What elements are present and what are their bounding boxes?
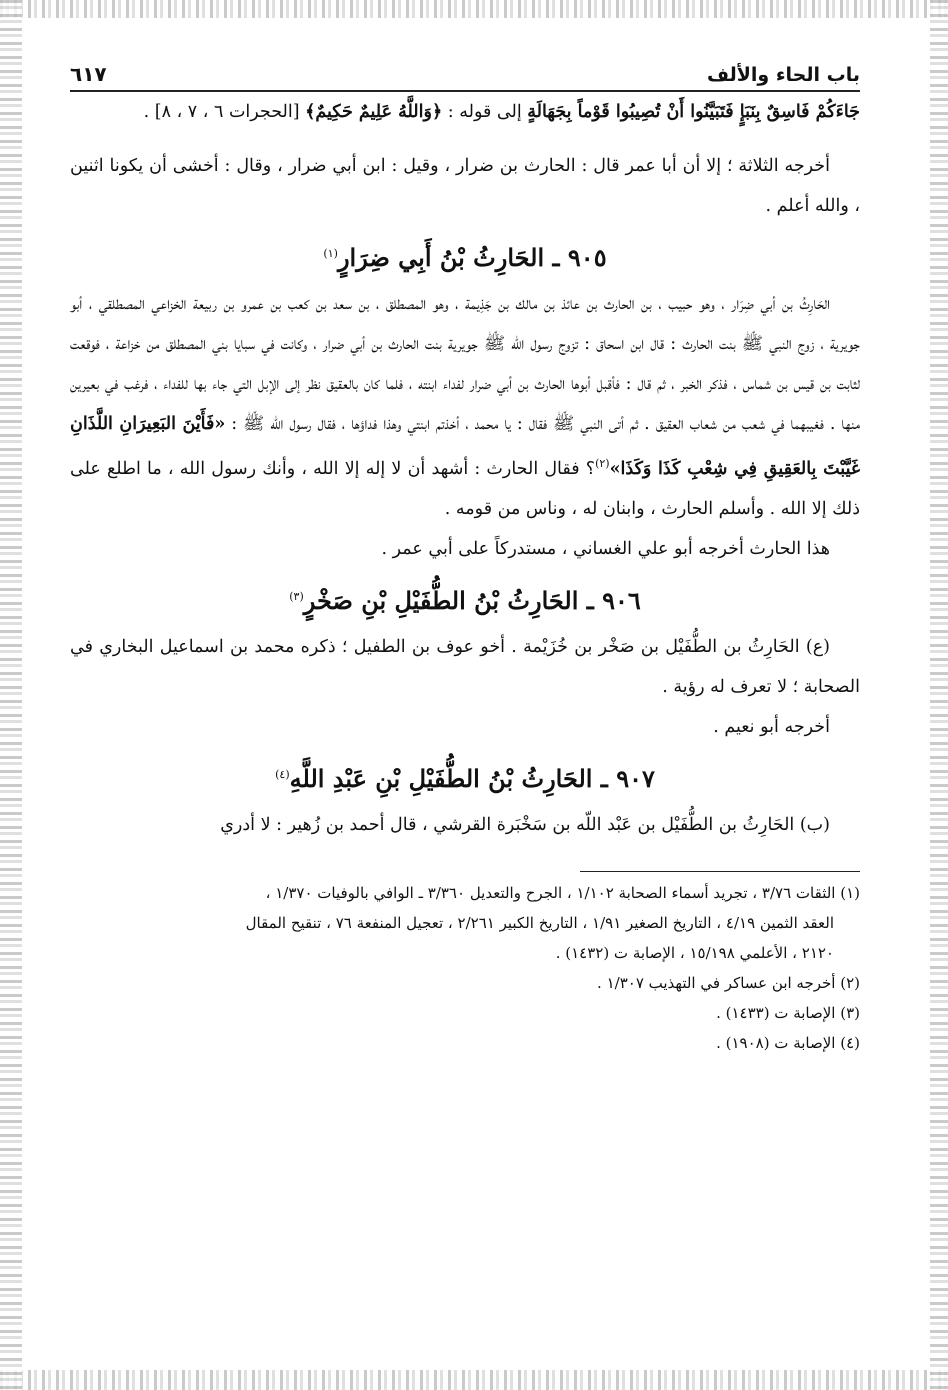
decorative-border-top — [0, 0, 948, 18]
entry-heading-905: ٩٠٥ ـ الحَارِثُ بْنُ أَبِي ضِرَارٍ$^{(١)}$ — [323, 243, 607, 272]
book-page — [70, 52, 860, 1362]
paragraph-entry-906: (ع) الحَارِثُ بن الطُّفَيْل بن صَخْر بن خُزَيْمة . أخو عوف بن الطفيل ؛ ذكره محمد بن اسماعيل البخاري في الصحابة ؛ لا تعرف له رؤية . — [70, 636, 860, 697]
paragraph-text: إلى قوله : — [442, 102, 528, 122]
footnote-ref-2: (٢) — [595, 457, 610, 470]
footnotes — [70, 878, 860, 1058]
paragraph-takhrij-3: أخرجه أبو نعيم . — [713, 716, 830, 737]
footnote-ref-3: (٣) — [289, 589, 304, 603]
footnote-1: (١) الثقات ٣/٧٦ ، تجريد أسماء الصحابة ١/١٠٢ ، الجرح والتعديل ٣/٣٦٠ ـ الوافي بالوفيات ١/٣٧٠ ، — [265, 883, 860, 902]
footnote-1-cont-2: ٢١٢٠ ، الأعلمي ١٥/١٩٨ ، الإصابة ت (١٤٣٢) . — [555, 943, 834, 962]
verse-reference: [الحجرات ٦ ، ٧ ، ٨] . — [143, 102, 306, 122]
paragraph-quran-verse — [70, 92, 860, 132]
chapter-title: باب الحاء والألف — [706, 64, 860, 86]
paragraph-entry-907: (ب) الحَارِثُ بن الطُّفَيْل بن عَبْد اللّه بن سَخْبَرة القرشي ، قال أحمد بن زُهير : لا أدري — [220, 814, 830, 835]
entry-heading-907: ٩٠٧ ـ الحَارِثُ بْنُ الطُّفَيْلِ بْنِ عَبْدِ اللَّهِ$^{(٤)}$ — [275, 763, 655, 793]
decorative-border-right — [930, 0, 948, 1390]
hadith-quote: «فَأَيْنَ البَعِيرَانِ اللَّذَانِ غَيَّبْتَ بِالعَقِيقِ فِي شِعْبِ كَذَا وَكَذَا» — [70, 414, 861, 479]
footnote-separator — [580, 871, 860, 872]
main-text — [70, 92, 860, 845]
decorative-border-left — [0, 0, 22, 1390]
paragraph-takhrij-1: أخرجه الثلاثة ؛ إلا أن أبا عمر قال : الحارث بن ضرار ، وقيل : ابن أبي ضرار ، وقال : أخشى أن يكونا اثنين ، والله أعلم . — [70, 156, 860, 216]
running-header — [70, 52, 860, 92]
footnote-3: (٣) الإصابة ت (١٤٣٣) . — [716, 1003, 860, 1022]
footnote-ref-1: (١) — [323, 247, 338, 260]
paragraph-entry-905: الحَارِثُ بن أبي ضِرَار ، وهو حبيب ، بن الحارث بن عائذ بن مالك بن جَذِيمة ، وهو المصطلق ، بن سعد بن كعب بن عمرو بن ربيعة الخزاعي المصطلقي ، أبو جويرية ، زوج النبي ﷺ بنت الحارث : قال ابن اسحاق : تزوج رسول الله ﷺ جويرية بنت الحارث بن أبي ضرار ، وكانت في سبايا بني المصطلق من خزاعة ، فوقعت لثابت بن قيس بن شماس ، فذكر الخبر ، ثم قال : فأقبل أبوها الحارث بن أبي ضرار لفداء ابنته ، فلما كان بالعقيق نظر إلى الإبل التي جاء بها للفداء ، فرغب في بعيرين منها . فغيبهما في شعب من شعاب العقيق . ثم أتى النبي ﷺ فقال : يا محمد ، أخذتم ابنتي وهذا فداؤها ، فقال رسول الله ﷺ : «فَأَيْنَ البَعِيرَانِ اللَّذَانِ غَيَّبْتَ بِالعَقِيقِ فِي شِعْبِ كَذَا وَكَذَا»$^{(٢)}$؟ فقال الحارث : أشهد أن لا إله إلا الله ، وأنك رسول الله ، ما اطلع على ذلك إلا الله . وأسلم الحارث ، وابنان له ، وناس من قومه . — [70, 294, 861, 519]
decorative-border-bottom — [0, 1370, 948, 1390]
page-number: ٦١٧ — [70, 62, 107, 86]
footnote-1-cont: العقد الثمين ٤/١٩ ، التاريخ الصغير ١/٩١ ، التاريخ الكبير ٢/٢٦١ ، تعجيل المنفعة ٧٦ ، تنقيح المقال — [245, 913, 834, 932]
paragraph-takhrij-2: هذا الحارث أخرجه أبو علي الغساني ، مستدركاً على أبي عمر . — [381, 538, 830, 559]
footnote-ref-4: (٤) — [275, 767, 290, 781]
quran-quote-2: ﴿وَاللَّهُ عَلِيمٌ حَكِيمٌ﴾ — [305, 102, 443, 122]
quran-quote: جَاءَكُمْ فَاسِقٌ بِنَبَإٍ فَتَبَيَّنُوا أَنْ تُصِيبُوا قَوْماً بِجَهَالَةٍ — [527, 102, 860, 122]
footnote-4: (٤) الإصابة ت (١٩٠٨) . — [716, 1033, 860, 1052]
footnote-2: (٢) أخرجه ابن عساكر في التهذيب ١/٣٠٧ . — [597, 973, 860, 992]
entry-heading-906: ٩٠٦ ـ الحَارِثُ بْنُ الطُّفَيْلِ بْنِ صَخْرٍ$^{(٣)}$ — [289, 585, 641, 615]
